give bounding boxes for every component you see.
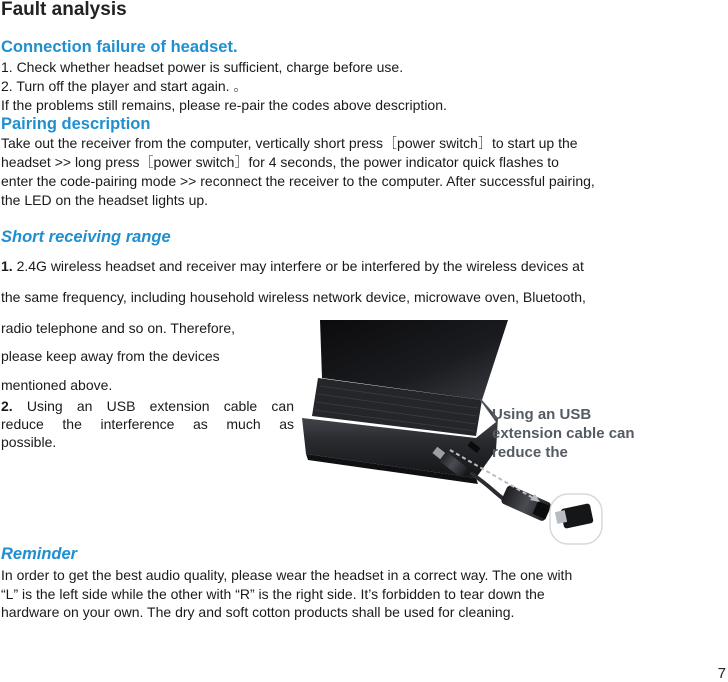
short-range-p1-line-4: please keep away from the devices	[1, 348, 220, 364]
pairing-line-1: Take out the receiver from the computer, vertically short press［power switch］to start up the	[1, 135, 578, 151]
short-range-p2-text-1: Using an USB extension cable can	[12, 398, 294, 414]
connection-line-2: 2. Turn off the player and start again. 。	[1, 78, 248, 94]
usb-female-connector	[500, 484, 552, 522]
short-range-p1-text-1: 2.4G wireless headset and receiver may interfere or be interfered by the wireless devices at	[12, 258, 584, 274]
list-number-1: 1.	[1, 258, 13, 274]
pairing-line-2: headset >> long press［power switch］for 4 seconds, the power indicator quick flashes to	[1, 154, 559, 170]
reminder-heading: Reminder	[1, 545, 78, 563]
figure-caption: Using an USB extension cable can reduce the	[492, 406, 635, 461]
short-range-p2-line-2: reduce the interference as much as	[1, 416, 294, 432]
pairing-line-4: the LED on the headset lights up.	[1, 192, 209, 208]
reminder-line-2: “L” is the left side while the other with “R” is the right side. It’s forbidden to tear down the	[1, 586, 545, 602]
page-number: 7	[717, 665, 726, 682]
short-range-heading: Short receiving range	[1, 228, 171, 246]
reminder-line-3: hardware on your own. The dry and soft cotton products shall be used for cleaning.	[1, 604, 515, 620]
short-range-p2-line-1	[1, 398, 294, 415]
usb-receiver	[550, 494, 602, 544]
short-range-p1-line-3: radio telephone and so on. Therefore,	[1, 320, 236, 336]
connection-line-1: 1. Check whether headset power is sufficient, charge before use.	[1, 59, 404, 75]
page-title: Fault analysis	[1, 0, 127, 20]
short-range-p1-line-5: mentioned above.	[1, 377, 113, 393]
short-range-p1-line-2: the same frequency, including household wireless network device, microwave oven, Bluetooth,	[1, 289, 586, 305]
reminder-line-1: In order to get the best audio quality, please wear the headset in a correct way. The one with	[1, 567, 573, 583]
pairing-heading: Pairing description	[1, 115, 151, 133]
list-number-2: 2.	[1, 398, 13, 414]
connection-line-3: If the problems still remains, please re-pair the codes above description.	[1, 97, 447, 113]
connection-heading: Connection failure of headset.	[1, 38, 238, 56]
pairing-line-3: enter the code-pairing mode >> reconnect the receiver to the computer. After successful pairing,	[1, 173, 595, 189]
short-range-p1-line-1	[1, 258, 584, 275]
short-range-p2-line-3: possible.	[1, 434, 57, 450]
